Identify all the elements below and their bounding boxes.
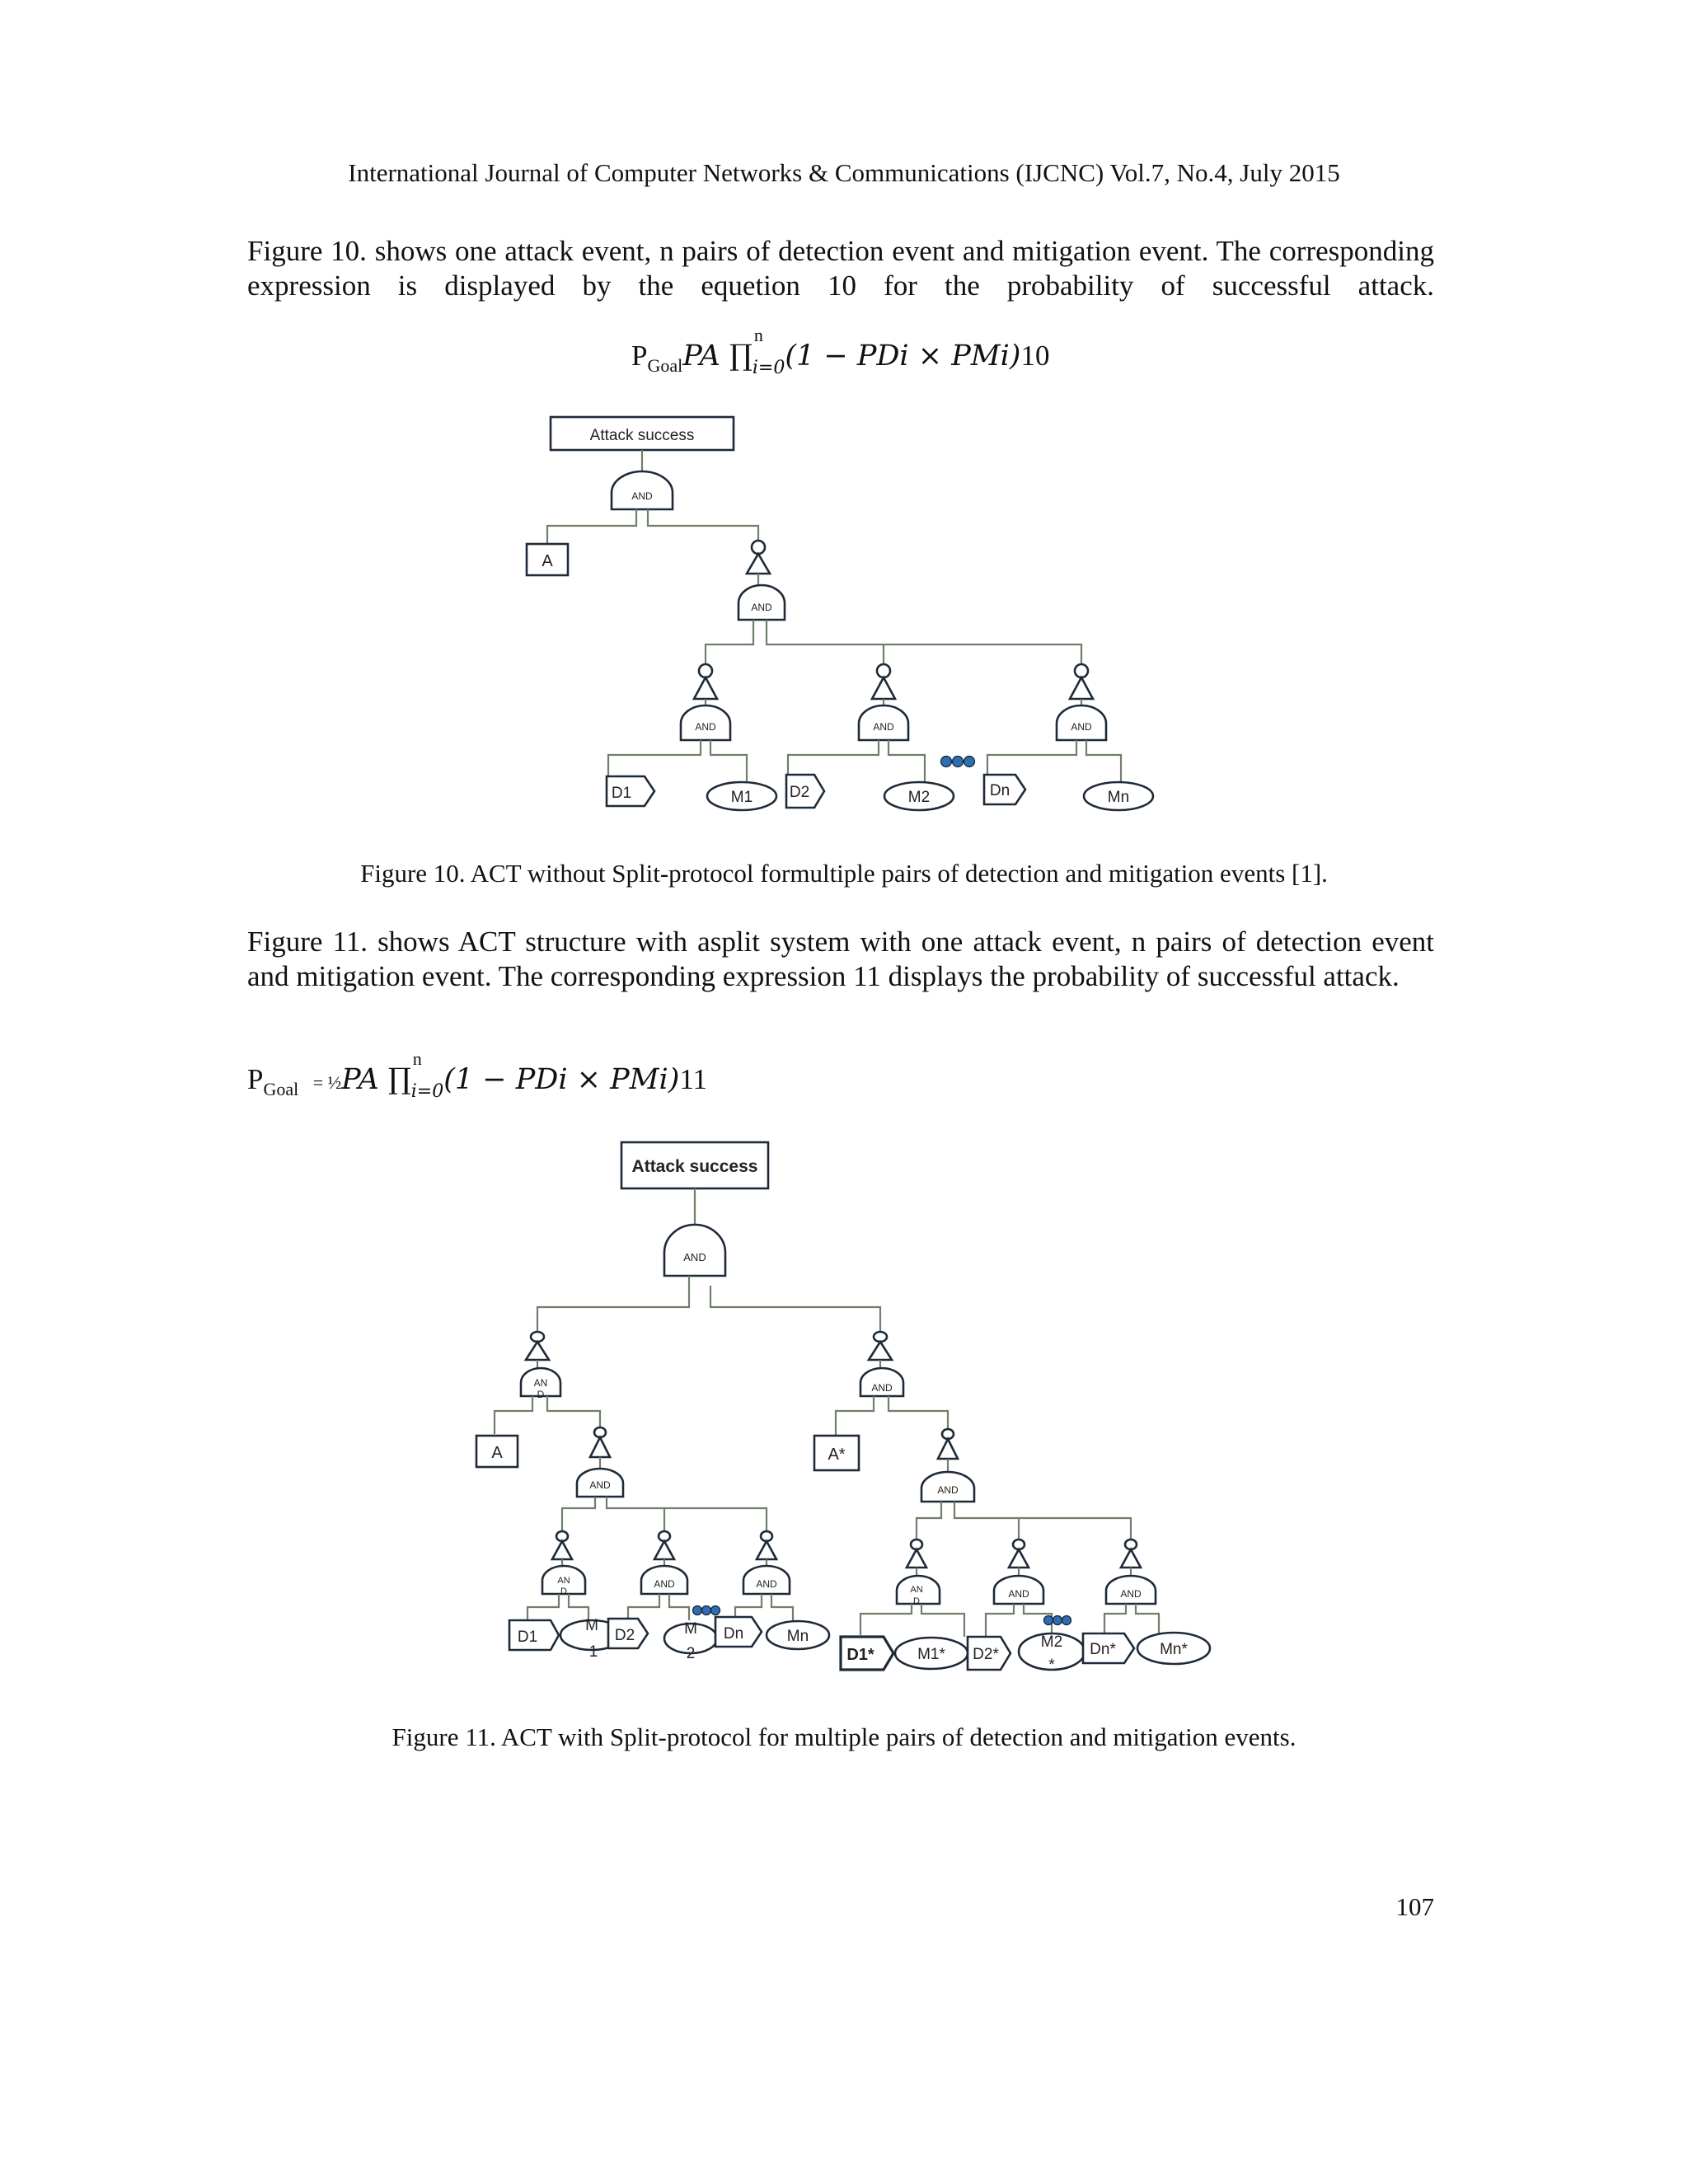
fig11-m2-label-b: 2 [686, 1645, 696, 1662]
fig11-m2-label-a: M [684, 1620, 697, 1638]
figure11-caption: Figure 11. ACT with Split-protocol for multiple pairs of detection and mitigation events. [392, 1722, 1296, 1751]
fig11-m2star-label-a: M2 [1040, 1633, 1063, 1651]
fig10-and-b1-label: AND [695, 721, 716, 733]
eq10-p: P [631, 340, 648, 372]
fig10-d1-label: D1 [611, 785, 632, 802]
eq10-body: (1 − PDi × PMi) [785, 340, 1021, 373]
fig11-m1-label-b: 1 [588, 1643, 598, 1661]
fig11-right-subtree [814, 1332, 1210, 1674]
fig11-and-l1-label2: D [560, 1586, 567, 1596]
eq11-sup: n [412, 1048, 422, 1069]
eq10-sub: i=0 [752, 358, 785, 378]
figure10-caption: Figure 10. ACT without Split-protocol formultiple pairs of detection and mitigation events [1]. [360, 859, 1328, 888]
fig11-dn-label: Dn [723, 1625, 744, 1643]
fig11-m2star-label-b: * [1048, 1657, 1055, 1674]
eq11-half: = ½ [312, 1072, 342, 1093]
fig11-m1-label-a: M [585, 1617, 598, 1634]
fig11-and-left-mid-label: AND [589, 1479, 611, 1491]
fig10-dn-label: Dn [989, 782, 1010, 799]
fig10-d2-label: D2 [789, 784, 810, 801]
journal-header: International Journal of Computer Networks & Communications (IJCNC) Vol.7, No.4, July 2015 [348, 158, 1340, 187]
fig11-and-r1-label2: D [913, 1596, 920, 1606]
fig11-and-ln-label: AND [756, 1578, 777, 1590]
eq11-number: 11 [679, 1063, 708, 1095]
fig10-and-bn-label: AND [1071, 721, 1092, 733]
fig10-top-event-label: Attack success [589, 427, 695, 444]
eq10-goal: Goal [647, 355, 683, 376]
fig11-mnstar-label: Mn* [1160, 1641, 1188, 1658]
fig11-and-right-top-label: AND [871, 1382, 893, 1394]
fig11-left-subtree [476, 1332, 829, 1662]
fig11-right-ellipsis-dots [1044, 1616, 1071, 1625]
fig11-dnstar-label: Dn* [1090, 1641, 1116, 1658]
fig11-attack-a-label: A [491, 1444, 503, 1462]
fig11-and-l2-label: AND [654, 1578, 675, 1590]
page-number: 107 [1395, 1892, 1434, 1921]
fig10-m1-label: M1 [730, 789, 753, 806]
fig11-d2star-label: D2* [973, 1646, 999, 1663]
fig11-top-event-label: Attack success [631, 1157, 758, 1176]
fig10-and-b2-label: AND [873, 721, 894, 733]
fig11-and-l1-label1: AN [557, 1576, 570, 1586]
fig10-mn-label: Mn [1107, 789, 1130, 806]
fig11-d1star-label: D1* [846, 1646, 874, 1664]
eq11-body: (1 − PDi × PMi) [443, 1063, 680, 1096]
fig11-and-r2-label: AND [1008, 1588, 1029, 1600]
eq11-p: P [247, 1063, 264, 1095]
eq10-sup: n [753, 325, 763, 345]
fig11-and-r1-label1: AN [910, 1585, 923, 1595]
fig10-and-root-label: AND [631, 490, 653, 502]
fig11-and-rn-label: AND [1120, 1588, 1142, 1600]
fig11-m1star-label: M1* [917, 1646, 945, 1663]
fig11-and-gate-root [664, 1225, 725, 1276]
fig11-left-ellipsis-dots [693, 1606, 720, 1615]
paragraph-figure11-intro: Figure 11. shows ACT structure with asplit system with one attack event, n pairs of detection event and mitigation event. The corresponding expression 11 displays the probability of successful attack. [247, 926, 1434, 992]
eq10-pa: PA ∏ [682, 340, 753, 373]
eq11-sub: i=0 [410, 1081, 444, 1102]
fig10-and-mid-label: AND [751, 602, 772, 613]
fig11-and-root-label: AND [683, 1251, 706, 1263]
fig11-mn-label: Mn [786, 1628, 809, 1645]
fig11-d1-label: D1 [517, 1629, 538, 1646]
fig10-m2-label: M2 [907, 789, 931, 806]
fig11-and-right-mid-label: AND [937, 1484, 959, 1496]
fig11-and-left-top-label2: D [537, 1389, 545, 1400]
fig11-d2-label: D2 [614, 1627, 635, 1644]
paragraph-figure10-intro: Figure 10. shows one attack event, n pairs of detection event and mitigation event. The corresponding expression is displayed by the equetion 10 for the probability of successful attack. [247, 235, 1434, 302]
eq11-pa: PA ∏ [341, 1063, 411, 1096]
eq11-goal: Goal [263, 1079, 299, 1099]
fig11-and-left-top-label1: AN [533, 1377, 548, 1389]
eq10-number: 10 [1020, 340, 1050, 372]
fig10-attack-label: A [542, 552, 553, 570]
fig11-attack-astar-label: A* [828, 1446, 846, 1464]
